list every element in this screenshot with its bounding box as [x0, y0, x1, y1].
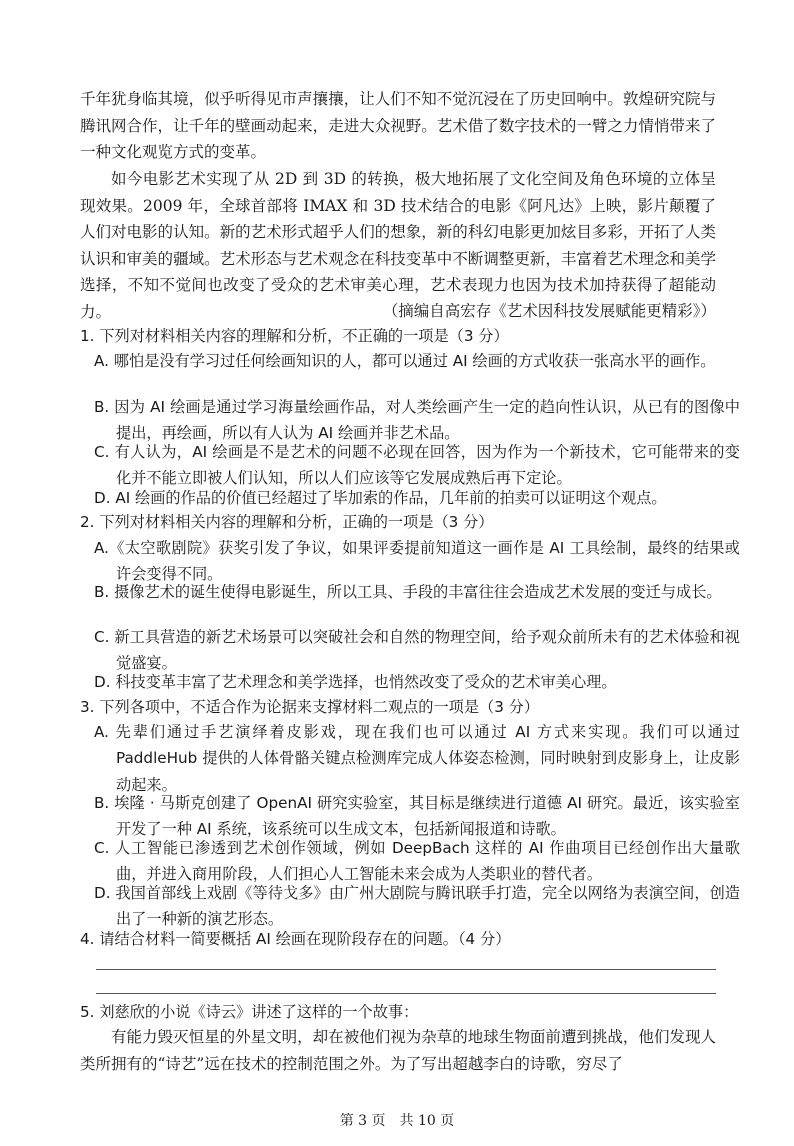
- question-2-option-b: B. 摄像艺术的诞生使得电影诞生，所以工具、手段的丰富往往会造成艺术发展的变迁与成长。: [94, 583, 722, 601]
- question-5-text: 有能力毁灭恒星的外星文明，却在被他们视为杂草的地球生物面前遭到挑战，他们发现人类所拥有的“诗艺”远在技术的控制范围之外。为了写出超越李白的诗歌，穷尽了: [80, 1028, 716, 1073]
- passage-paragraph-2: 如今电影艺术实现了从 2D 到 3D 的转换，极大地拓展了文化空间及角色环境的立体呈现效果。2009 年，全球首部将 IMAX 和 3D 技术结合的电影《阿凡达》上映，影片颠覆了人们对电影的认知。新的艺术形式超乎人们的想象，新的科幻电影更加炫目多彩，开拓了人类认识和审美的疆域。艺术形态与艺术观念在科技变革中不断调整更新，丰富着艺术理念和美学选择，不知不觉间也改变了受众的艺术审美心理，艺术表现力也因为技术加持获得了超能动力。: [80, 170, 716, 321]
- question-1-option-d: D. AI 绘画的作品的价值已经超过了毕加索的作品，几年前的拍卖可以证明这个观点。: [94, 489, 667, 507]
- question-3-option-a: A. 先辈们通过手艺演绎着皮影戏，现在我们也可以通过 AI 方式来实现。我们可以通过 PaddleHub 提供的人体骨骼关键点检测库完成人体姿态检测，同时映射到皮影身上，让皮影动起来。: [94, 723, 740, 794]
- question-2-option-d: D. 科技变革丰富了艺术理念和美学选择，也悄然改变了受众的艺术审美心理。: [94, 673, 617, 691]
- question-5-stem: 5. 刘慈欣的小说《诗云》讲述了这样的一个故事：: [80, 1003, 419, 1021]
- passage-paragraph-1: 千年犹身临其境，似乎听得见市声攘攘，让人们不知不觉沉浸在了历史回响中。敦煌研究院与腾讯网合作，让千年的壁画动起来，走进大众视野。艺术借了数字技术的一臂之力情悄带来了一种文化观览方式的变革。: [80, 90, 716, 162]
- question-4-stem: 4. 请结合材料一简要概括 AI 绘画在现阶段存在的问题。（4 分）: [80, 930, 511, 948]
- question-1-option-b: B. 因为 AI 绘画是通过学习海量绘画作品，对人类绘画产生一定的趋向性认识，从已有的图像中提出，再绘画，所以有人认为 AI 绘画并非艺术品。: [94, 398, 740, 443]
- question-2-option-a: A.《太空歌剧院》获奖引发了争议，如果评委提前知道这一画作是 AI 工具绘制，最终的结果或许会变得不同。: [94, 539, 740, 584]
- question-2-stem: 2. 下列对材料相关内容的理解和分析，正确的一项是（3 分）: [80, 513, 494, 531]
- question-3-option-d: D. 我国首部线上戏剧《等待戈多》由广州大剧院与腾讯联手打造，完全以网络为表演空间，创造出了一种新的演艺形态。: [94, 884, 740, 929]
- question-2-option-c: C. 新工具营造的新艺术场景可以突破社会和自然的物理空间，给予观众前所未有的艺术体验和视觉盛宴。: [94, 628, 740, 673]
- page-footer: 第 3 页 共 10 页: [339, 1113, 455, 1129]
- question-3-stem: 3. 下列各项中，不适合作为论据来支撑材料二观点的一项是（3 分）: [80, 698, 540, 716]
- question-3-option-b: B. 埃隆 · 马斯克创建了 OpenAI 研究实验室，其目标是继续进行道德 AI 研究。最近，该实验室开发了一种 AI 系统，该系统可以生成文本，包括新闻报道和诗歌。: [94, 794, 740, 839]
- question-3-option-c: C. 人工智能已渗透到艺术创作领域，例如 DeepBach 这样的 AI 作曲项目已经创作出大量歌曲，并进入商用阶段，人们担心人工智能未来会成为人类职业的替代者。: [94, 839, 740, 884]
- answer-line-1[interactable]: [96, 969, 716, 970]
- question-1-option-c: C. 有人认为，AI 绘画是不是艺术的问题不必现在回答，因为作为一个新技术，它可能带来的变化并不能立即被人们认知，所以人们应该等它发展成熟后再下定论。: [94, 443, 740, 488]
- question-1-stem: 1. 下列对材料相关内容的理解和分析，不正确的一项是（3 分）: [80, 327, 509, 345]
- question-1-option-a: A. 哪怕是没有学习过任何绘画知识的人，都可以通过 AI 绘画的方式收获一张高水平的画作。: [94, 352, 716, 370]
- answer-line-2[interactable]: [96, 993, 716, 994]
- passage-source: （摘编自高宏存《艺术因科技发展赋能更精彩》）: [382, 302, 716, 320]
